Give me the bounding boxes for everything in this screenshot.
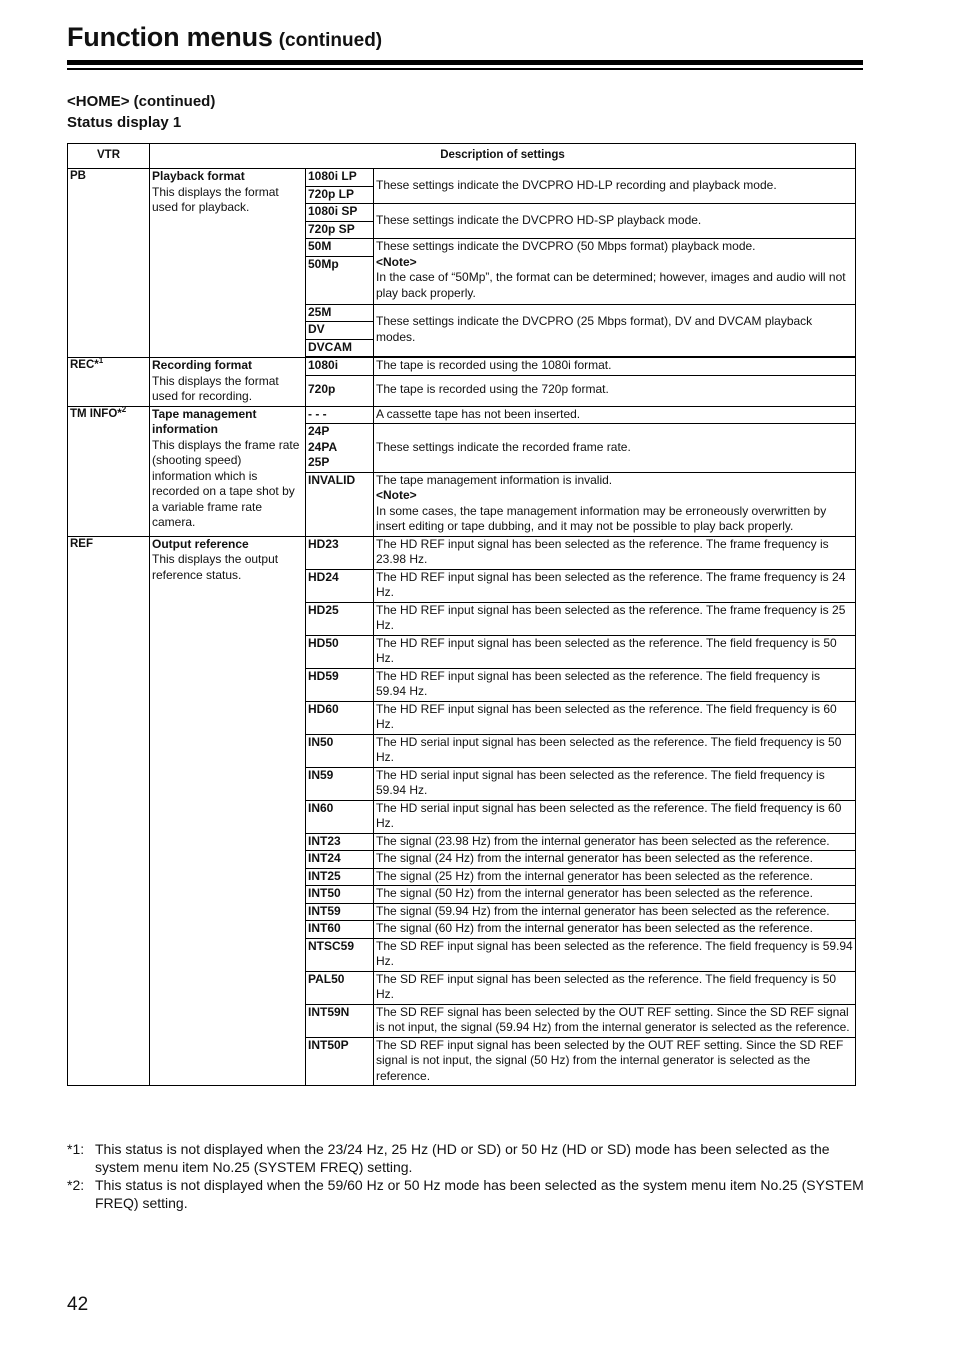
desc-cell: The HD REF input signal has been selected as the reference. The field frequency is 50 Hz. <box>374 635 856 668</box>
code-cell: INT50 <box>306 886 374 904</box>
title-continued: (continued) <box>278 30 383 51</box>
code-cell: 720p SP <box>306 221 374 239</box>
footnote <box>67 1176 867 1212</box>
item-title: Tape management information <box>152 406 257 436</box>
code-cell: 720p LP <box>306 186 374 204</box>
item-pb <box>150 169 306 358</box>
item-desc: This displays the format used for recording. <box>152 373 279 403</box>
table-row <box>68 536 856 569</box>
code-cell: INT60 <box>306 921 374 939</box>
footnote-mark: *2: <box>67 1177 85 1193</box>
code-cell: DVCAM <box>306 339 374 357</box>
page-number: 42 <box>67 1294 89 1315</box>
desc-cell: These settings indicate the DVCPRO HD-SP playback mode. <box>374 204 856 239</box>
footnotes <box>67 1140 867 1212</box>
note-label: <Note> <box>376 488 417 502</box>
desc-cell: The SD REF signal has been selected by the OUT REF setting. Since the SD REF signal is not input, the signal (59.94 Hz) from the internal generator is selected as the reference. <box>374 1004 856 1037</box>
desc-cell: The signal (59.94 Hz) from the internal generator has been selected as the reference. <box>374 903 856 921</box>
header-vtr: VTR <box>68 144 150 169</box>
section-heading: <HOME> (continued) <box>67 93 216 110</box>
footnote-ref: 2 <box>121 404 127 414</box>
desc-cell: The signal (60 Hz) from the internal generator has been selected as the reference. <box>374 921 856 939</box>
code-cell: INT59N <box>306 1004 374 1037</box>
header-description: Description of settings <box>150 144 856 169</box>
page-title <box>67 22 382 53</box>
code-cell: IN60 <box>306 800 374 833</box>
desc-cell <box>374 239 856 305</box>
item-title: Recording format <box>152 358 253 372</box>
desc-cell: A cassette tape has not been inserted. <box>374 406 856 424</box>
code-cell: 1080i <box>306 358 374 376</box>
item-desc: This displays the output reference status. <box>152 552 279 582</box>
code-cell: IN50 <box>306 734 374 767</box>
code-line: 25P <box>308 455 330 469</box>
desc-cell <box>374 472 856 536</box>
vtr-pb: PB <box>68 169 150 358</box>
item-ref <box>150 536 306 1086</box>
code-cell: HD60 <box>306 701 374 734</box>
desc-cell: The HD REF input signal has been selected as the reference. The frame frequency is 23.98 Hz. <box>374 536 856 569</box>
desc-cell: The SD REF input signal has been selected by the OUT REF setting. Since the SD REF signal is not input, the signal (50 Hz) from the internal generator is selected as the reference. <box>374 1037 856 1086</box>
code-cell: INT50P <box>306 1037 374 1086</box>
item-title: Output reference <box>152 536 249 551</box>
desc-cell: These settings indicate the DVCPRO (25 Mbps format), DV and DVCAM playback modes. <box>374 304 856 357</box>
footnote-text: This status is not displayed when the 59/60 Hz or 50 Hz mode has been selected as the system menu item No.25 (SYSTEM FREQ) setting. <box>95 1177 864 1211</box>
item-desc: This displays the format used for playback. <box>152 184 279 214</box>
footnote-mark: *1: <box>67 1141 85 1157</box>
code-cell: 50M <box>306 239 374 257</box>
table-row <box>68 169 856 187</box>
code-cell: NTSC59 <box>306 938 374 971</box>
desc-cell: The HD REF input signal has been selected as the reference. The frame frequency is 25 Hz. <box>374 602 856 635</box>
code-cell: 25M <box>306 304 374 322</box>
vtr-ref: REF <box>68 536 150 1086</box>
table-row <box>68 406 856 424</box>
status-display-table <box>67 143 856 1086</box>
desc-cell: The SD REF input signal has been selected as the reference. The field frequency is 59.94 Hz. <box>374 938 856 971</box>
footnote-text: This status is not displayed when the 23/24 Hz, 25 Hz (HD or SD) or 50 Hz (HD or SD) mode has been selected as the system menu item No.25 (SYSTEM FREQ) setting. <box>95 1141 830 1175</box>
desc-cell: These settings indicate the DVCPRO HD-LP recording and playback mode. <box>374 169 856 204</box>
code-cell: DV <box>306 322 374 340</box>
code-cell: HD24 <box>306 569 374 602</box>
table-row <box>68 358 856 376</box>
code-cell: INT25 <box>306 868 374 886</box>
code-cell: INT24 <box>306 851 374 869</box>
code-cell: 720p <box>306 375 374 406</box>
vtr-rec <box>68 358 150 407</box>
code-cell: INT23 <box>306 833 374 851</box>
desc-text: The tape management information is invalid. <box>376 472 613 487</box>
title-main: Function menus <box>67 22 273 52</box>
item-rec <box>150 358 306 407</box>
footnote-ref: 1 <box>98 356 104 366</box>
code-cell: HD59 <box>306 668 374 701</box>
code-cell: HD23 <box>306 536 374 569</box>
item-title: Playback format <box>152 169 245 183</box>
desc-cell: The signal (25 Hz) from the internal generator has been selected as the reference. <box>374 868 856 886</box>
title-rule-thick <box>67 60 863 65</box>
desc-text: These settings indicate the DVCPRO (50 Mbps format) playback mode. <box>376 239 756 253</box>
desc-cell: The signal (50 Hz) from the internal generator has been selected as the reference. <box>374 886 856 904</box>
table-header-row <box>68 144 856 169</box>
code-cell: INT59 <box>306 903 374 921</box>
vtr-label: TM INFO* <box>70 407 122 420</box>
code-line: 24PA <box>308 439 338 454</box>
code-cell: - - - <box>306 406 374 424</box>
desc-cell: The HD serial input signal has been selected as the reference. The field frequency is 59.94 Hz. <box>374 767 856 800</box>
code-cell: IN59 <box>306 767 374 800</box>
desc-cell: The HD REF input signal has been selected as the reference. The field frequency is 59.94 Hz. <box>374 668 856 701</box>
note-text: In some cases, the tape management information may be erroneously overwritten by insert editing or tape dubbing, and it may not be possible to play back properly. <box>376 503 827 533</box>
desc-cell: These settings indicate the recorded frame rate. <box>374 424 856 473</box>
code-cell: HD25 <box>306 602 374 635</box>
desc-cell: The signal (24 Hz) from the internal generator has been selected as the reference. <box>374 851 856 869</box>
code-cell: 1080i SP <box>306 204 374 222</box>
desc-cell: The SD REF input signal has been selected as the reference. The field frequency is 50 Hz. <box>374 971 856 1004</box>
desc-cell: The HD REF input signal has been selected as the reference. The field frequency is 60 Hz. <box>374 701 856 734</box>
item-desc: This displays the frame rate (shooting speed) information which is recorded on a tape shot by a variable frame rate camera. <box>152 437 300 529</box>
item-tm-info <box>150 406 306 536</box>
code-cell: INVALID <box>306 472 374 536</box>
desc-cell: The HD serial input signal has been selected as the reference. The field frequency is 60 Hz. <box>374 800 856 833</box>
desc-cell: The HD REF input signal has been selected as the reference. The frame frequency is 24 Hz. <box>374 569 856 602</box>
desc-cell: The tape is recorded using the 720p format. <box>374 375 856 406</box>
code-cell: 1080i LP <box>306 169 374 187</box>
section-subheading: Status display 1 <box>67 114 182 131</box>
desc-cell: The signal (23.98 Hz) from the internal generator has been selected as the reference. <box>374 833 856 851</box>
title-rule-thin <box>67 68 863 70</box>
vtr-label: REC* <box>70 359 99 371</box>
code-line: 24P <box>308 424 330 438</box>
vtr-tm-info <box>68 406 150 536</box>
desc-cell: The HD serial input signal has been selected as the reference. The field frequency is 50 Hz. <box>374 734 856 767</box>
note-text: In the case of “50Mp”, the format can be determined; however, images and audio will not play back properly. <box>376 270 846 300</box>
code-cell: PAL50 <box>306 971 374 1004</box>
code-cell: 50Mp <box>306 256 374 304</box>
footnote <box>67 1140 867 1176</box>
note-label: <Note> <box>376 254 417 269</box>
code-cell: HD50 <box>306 635 374 668</box>
desc-cell: The tape is recorded using the 1080i format. <box>374 358 856 376</box>
code-cell <box>306 424 374 473</box>
